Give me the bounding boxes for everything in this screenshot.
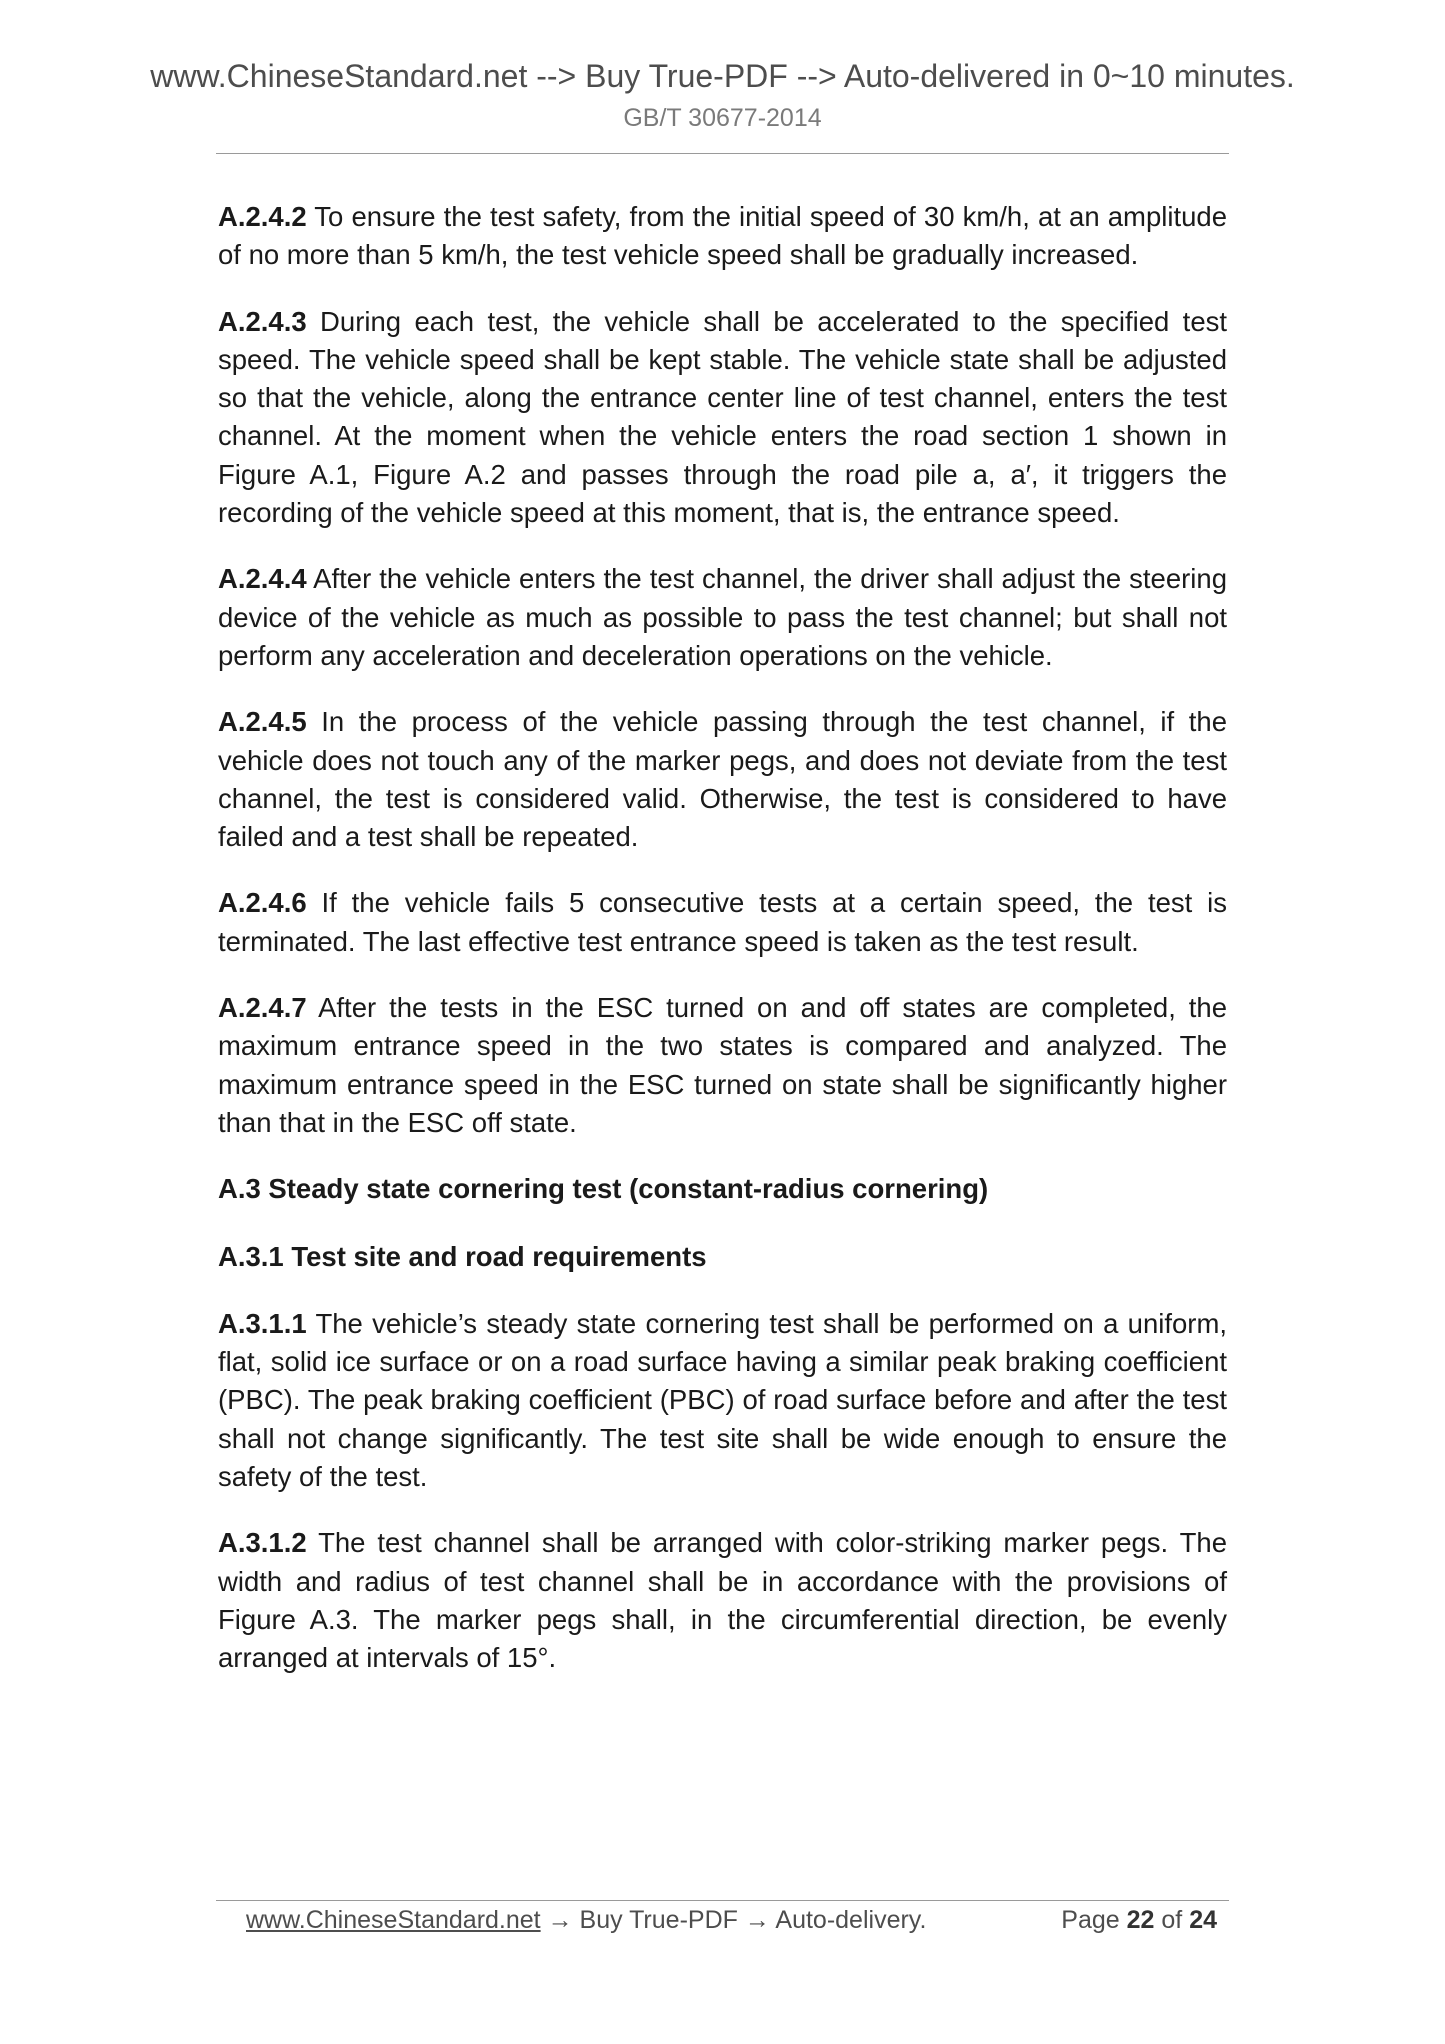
clause-a-2-4-6 <box>218 884 1227 961</box>
page-total: 24 <box>1189 1906 1217 1934</box>
header-banner: www.ChineseStandard.net --> Buy True-PDF --> Auto-delivered in 0~10 minutes. <box>150 58 1295 94</box>
clause-text: The vehicle’s steady state cornering test shall be performed on a uniform, flat, solid ice surface or on a road surface having a similar peak braking coefficient (PBC). The peak braking coefficient (PBC) of road surface before and after the test shall not change significantly. The test site shall be wide enough to ensure the safety of the test. <box>218 1307 1227 1493</box>
page-number <box>1061 1906 1217 1935</box>
clause-text: In the process of the vehicle passing through the test channel, if the vehicle does not touch any of the marker pegs, and does not deviate from the test channel, the test is considered valid. Otherwise, the test is considered to have failed and a test shall be repeated. <box>218 706 1227 853</box>
clause-a-3-1-1 <box>218 1305 1227 1496</box>
document-body <box>218 198 1227 1706</box>
clause-number: A.2.4.7 <box>218 992 307 1024</box>
clause-text: After the tests in the ESC turned on and off states are completed, the maximum entrance speed in the two states is compared and analyzed. The maximum entrance speed in the ESC turned on state shall be significantly higher than that in the ESC off state. <box>218 992 1227 1138</box>
clause-number: A.3.1.2 <box>218 1527 307 1559</box>
page-footer <box>246 1906 1229 1935</box>
standard-id: GB/T 30677-2014 <box>623 104 822 132</box>
section-heading-a-3: A.3 Steady state cornering test (constant-radius cornering) <box>218 1173 989 1205</box>
clause-number: A.2.4.6 <box>218 887 307 919</box>
clause-number: A.2.4.3 <box>218 305 307 337</box>
clause-text: To ensure the test safety, from the initial speed of 30 km/h, at an amplitude of no more than 5 km/h, the test vehicle speed shall be gradually increased. <box>218 201 1227 271</box>
clause-a-2-4-3 <box>218 303 1227 533</box>
clause-a-2-4-4 <box>218 560 1227 675</box>
footer-site-link[interactable]: www.ChineseStandard.net <box>246 1906 541 1934</box>
section-heading-a-3-1: A.3.1 Test site and road requirements <box>218 1240 707 1272</box>
clause-number: A.2.4.5 <box>218 706 307 738</box>
clause-text: During each test, the vehicle shall be accelerated to the specified test speed. The vehicle speed shall be kept stable. The vehicle state shall be adjusted so that the vehicle, along the entrance center line of test channel, enters the test channel. At the moment when the vehicle enters the road section 1 shown in Figure A.1, Figure A.2 and passes through the road pile a, a′, it triggers the recording of the vehicle speed at this moment, that is, the entrance speed. <box>218 305 1227 529</box>
header-divider <box>216 153 1229 154</box>
of-label: of <box>1161 1906 1183 1934</box>
clause-a-3-1-2 <box>218 1524 1227 1677</box>
clause-text: If the vehicle fails 5 consecutive tests at a certain speed, the test is terminated. The last effective test entrance speed is taken as the test result. <box>218 887 1227 957</box>
clause-number: A.2.4.4 <box>218 563 307 595</box>
page-current: 22 <box>1126 1906 1155 1934</box>
clause-number: A.2.4.2 <box>218 201 307 232</box>
clause-text: After the vehicle enters the test channel, the driver shall adjust the steering device of the vehicle as much as possible to pass the test channel; but shall not perform any acceleration and deceleration operations on the vehicle. <box>218 563 1227 671</box>
clause-a-2-4-2 <box>218 198 1227 275</box>
clause-number: A.3.1.1 <box>218 1307 307 1339</box>
page-label: Page <box>1061 1906 1120 1934</box>
footer-divider <box>216 1900 1229 1901</box>
clause-text: The test channel shall be arranged with color-striking marker pegs. The width and radius of test channel shall be in accordance with the provisions of Figure A.3. The marker pegs shall, in the circumferential direction, be evenly arranged at intervals of 15°. <box>218 1527 1227 1674</box>
clause-a-2-4-7 <box>218 989 1227 1142</box>
footer-tagline: → Buy True-PDF → Auto-delivery. <box>540 1906 927 1934</box>
clause-a-2-4-5 <box>218 703 1227 856</box>
